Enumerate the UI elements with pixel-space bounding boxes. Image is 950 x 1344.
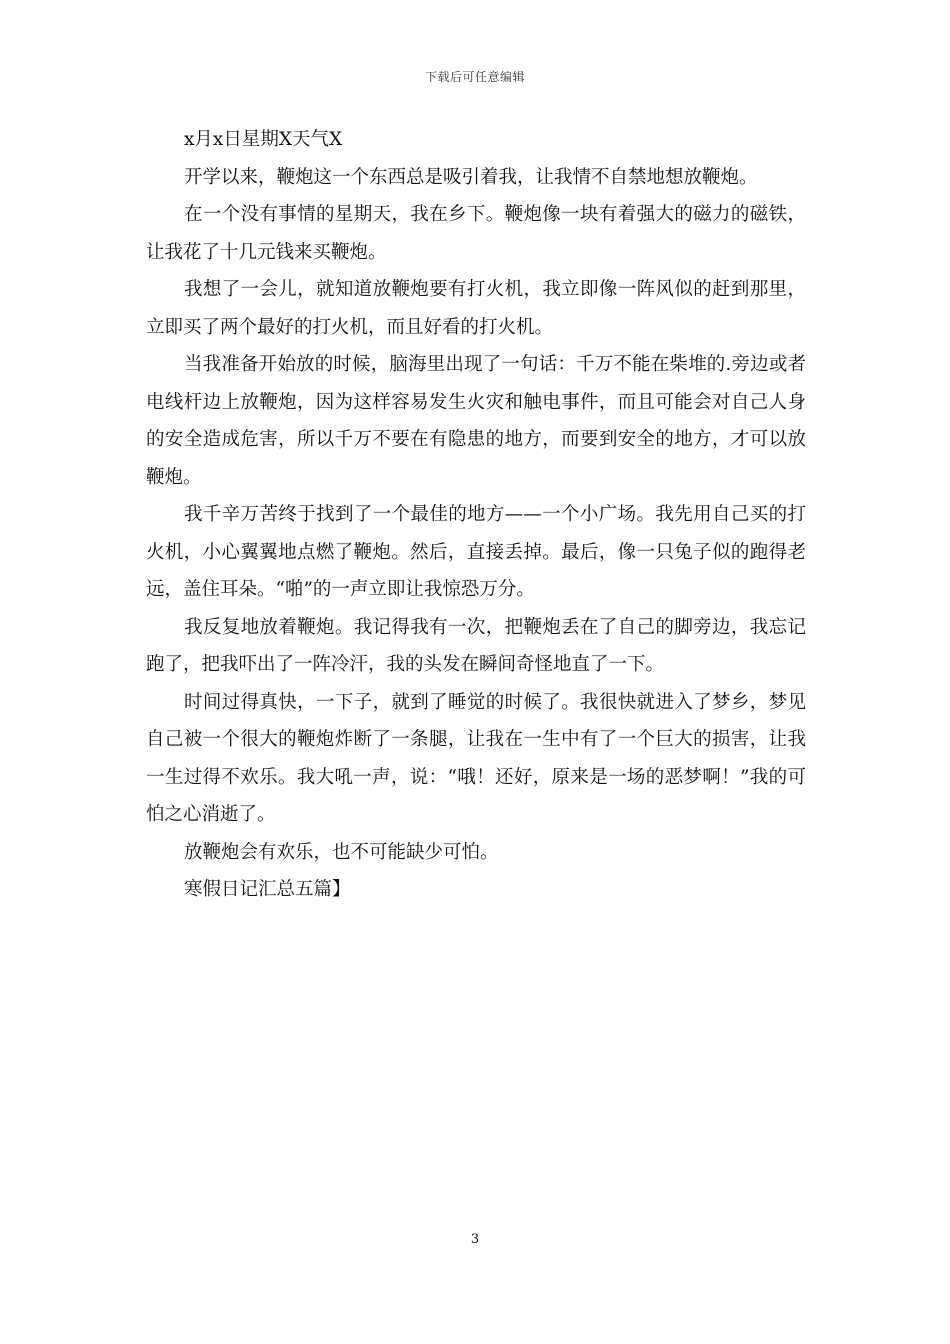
paragraph: 寒假日记汇总五篇】 <box>184 879 351 900</box>
paragraph: 我反复地放着鞭炮。我记得我有一次，把鞭炮丢在了自己的脚旁边，我忘记跑了，把我吓出了一阵冷汗，我的头发在瞬间奇怪地直了一下。 <box>146 616 806 675</box>
page-number: 3 <box>470 1232 480 1247</box>
paragraph: 当我准备开始放的时候，脑海里出现了一句话：千万不能在柴堆的.旁边或者电线杆边上放鞭炮，因为这样容易发生火灾和触电事件，而且可能会对自己人身的安全造成危害，所以千万不要在有隐患的地方，而要到安全的地方，才可以放鞭炮。 <box>146 354 806 488</box>
paragraph: 在一个没有事情的星期天，我在乡下。鞭炮像一块有着强大的磁力的磁铁，让我花了十几元钱来买鞭炮。 <box>146 204 806 263</box>
paragraph: 开学以来，鞭炮这一个东西总是吸引着我，让我情不自禁地想放鞭炮。 <box>184 166 758 188</box>
page-header-note: 下载后可任意编辑 <box>424 70 525 84</box>
document-body <box>146 121 806 909</box>
paragraph: 时间过得真快，一下子，就到了睡觉的时候了。我很快就进入了梦乡，梦见自己被一个很大的鞭炮炸断了一条腿，让我在一生中有了一个巨大的损害，让我一生过得不欢乐。我大吼一声，说：“哦！还好，原来是一场的恶梦啊！”我的可怕之心消逝了。 <box>146 691 806 825</box>
paragraph: 我千辛万苦终于找到了一个最佳的地方——一个小广场。我先用自己买的打火机，小心翼翼地点燃了鞭炮。然后，直接丢掉。最后，像一只兔子似的跑得老远，盖住耳朵。“啪”的一声立即让我惊恐万分。 <box>146 504 806 600</box>
paragraph: 我想了一会儿，就知道放鞭炮要有打火机，我立即像一阵风似的赶到那里，立即买了两个最好的打火机，而且好看的打火机。 <box>146 279 806 338</box>
diary-date-line: x月x日星期X天气X <box>184 129 343 150</box>
paragraph: 放鞭炮会有欢乐，也不可能缺少可怕。 <box>184 841 499 863</box>
